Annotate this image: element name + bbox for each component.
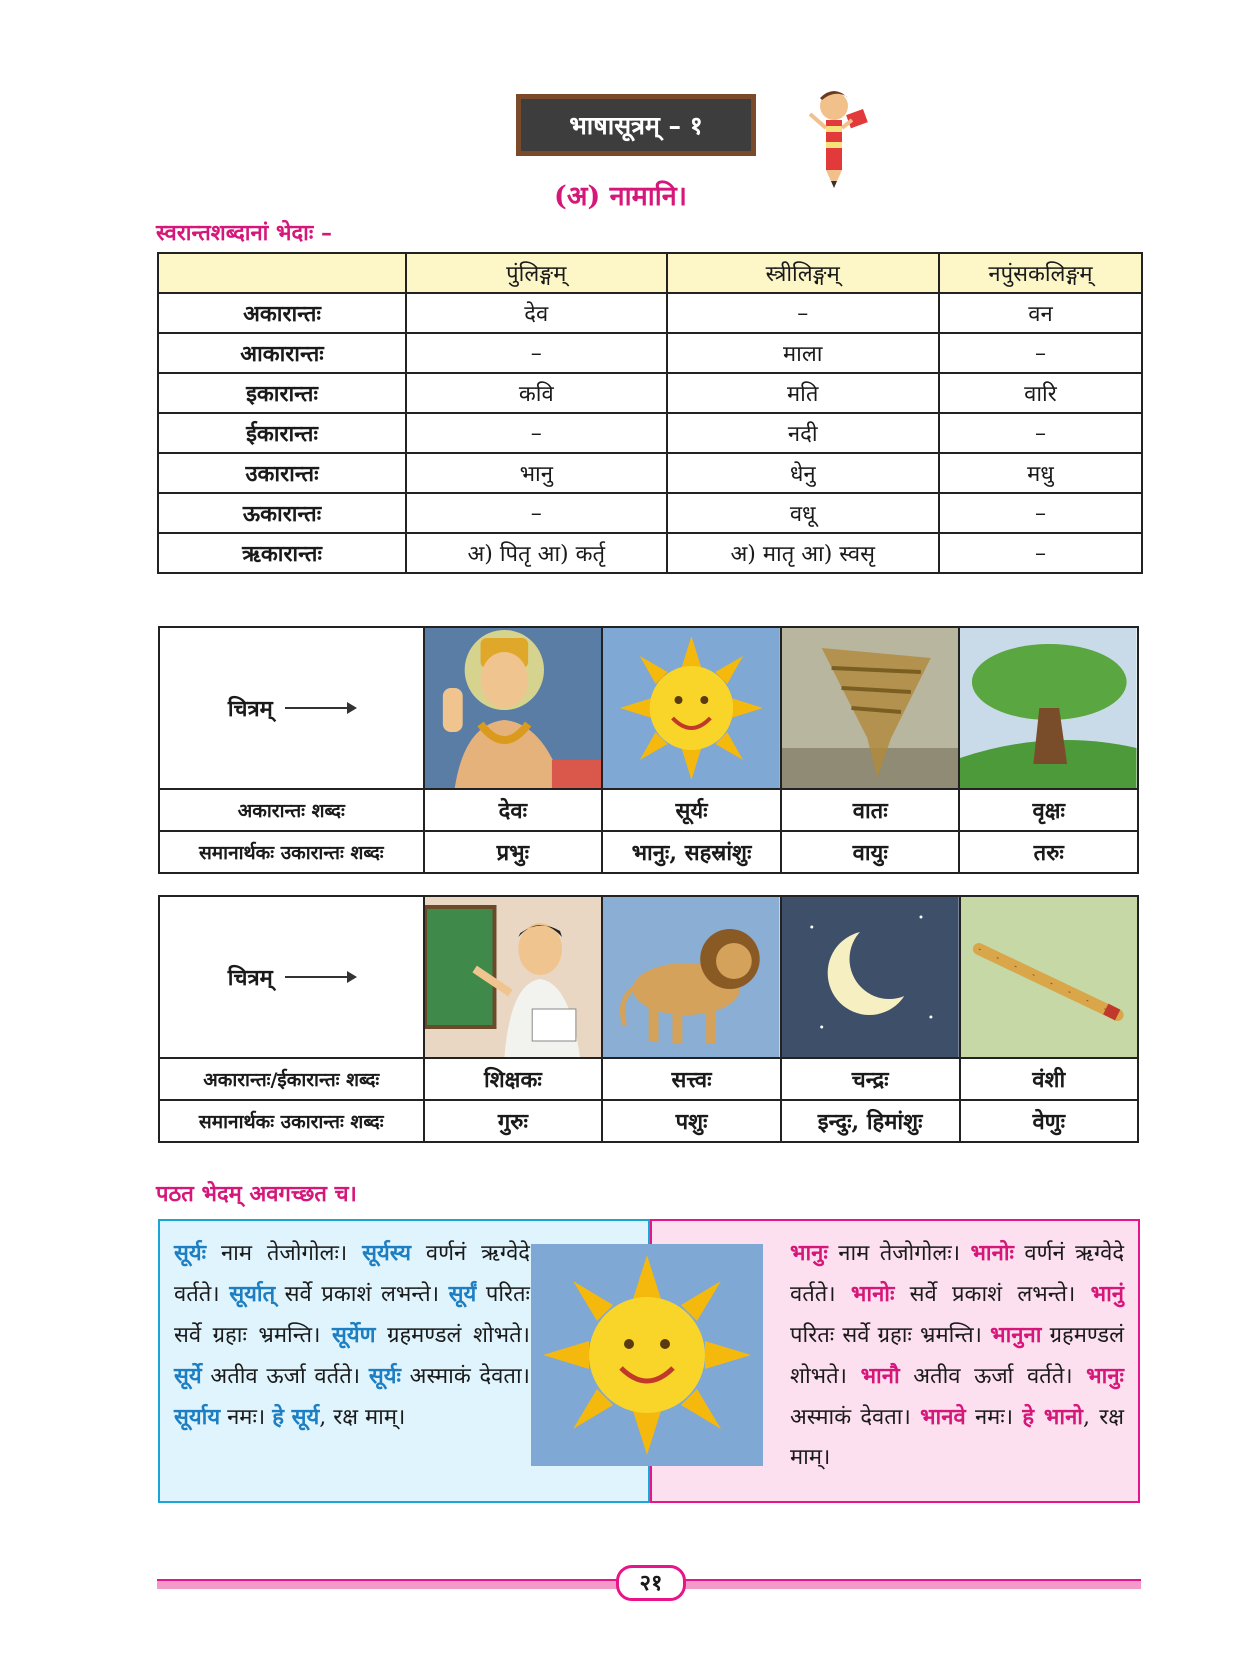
- table-cell: अ) पितृ आ) कर्तृ: [406, 533, 667, 573]
- row-label: ऋकारान्तः: [158, 533, 406, 573]
- picture-label: चित्रम्: [227, 965, 273, 991]
- passage-text: वर्णनं ऋग्वेदे वर्तते।: [174, 1241, 530, 1307]
- header-masculine: पुंलिङ्गम्: [406, 253, 667, 293]
- row-label: इकारान्तः: [158, 373, 406, 413]
- table-cell: –: [939, 493, 1142, 533]
- table-cell: चन्द्रः: [781, 1058, 960, 1100]
- header-neuter: नपुंसकलिङ्गम्: [939, 253, 1142, 293]
- table-cell: अ) मातृ आ) स्वसृ: [667, 533, 939, 573]
- highlighted-word: सूर्याय: [174, 1404, 221, 1430]
- highlighted-word: सूर्यः: [368, 1363, 401, 1389]
- passage-text: अस्माकं देवता।: [400, 1364, 530, 1389]
- picture-label: चित्रम्: [227, 696, 273, 722]
- table-row: [158, 293, 1142, 333]
- passage-text: अतीव ऊर्जा वर्तते।: [201, 1364, 369, 1389]
- page-title: भाषासूत्रम् – १: [521, 99, 751, 151]
- table-row: [159, 789, 1138, 831]
- arrow-right-icon: [285, 707, 355, 709]
- row-label: ऊकारान्तः: [158, 493, 406, 533]
- tree-image: [959, 627, 1138, 789]
- table-cell: वंशी: [960, 1058, 1139, 1100]
- row-label: अकारान्तः: [158, 293, 406, 333]
- table-row: [159, 831, 1138, 873]
- table-cell: –: [406, 333, 667, 373]
- passage-text: ग्रहमण्डलं शोभते।: [375, 1323, 530, 1348]
- highlighted-word: भानवे: [920, 1404, 966, 1430]
- teacher-image: [424, 896, 603, 1058]
- passage-text: परितः सर्वे ग्रहाः भ्रमन्ति।: [790, 1323, 991, 1348]
- row-label: अकारान्तः शब्दः: [159, 789, 424, 831]
- deity-image: [424, 627, 603, 789]
- moon-icon: [782, 897, 959, 1057]
- table-cell: देवः: [424, 789, 603, 831]
- table-cell: वधू: [667, 493, 939, 533]
- passage-text: वर्णनं ऋग्वेदे वर्तते।: [790, 1241, 1124, 1307]
- arrow-right-icon: [285, 976, 355, 978]
- highlighted-word: सूर्यं: [448, 1281, 477, 1307]
- table-cell: देव: [406, 293, 667, 333]
- table-row: [158, 373, 1142, 413]
- table-cell: प्रभुः: [424, 831, 603, 873]
- highlighted-word: हे भानो: [1022, 1404, 1083, 1430]
- table-cell: मति: [667, 373, 939, 413]
- table-cell: वन: [939, 293, 1142, 333]
- tornado-icon: [782, 628, 959, 788]
- table-cell: वायुः: [781, 831, 960, 873]
- table-cell: पशुः: [602, 1100, 781, 1142]
- row-label: उकारान्तः: [158, 453, 406, 493]
- highlighted-word: सूर्यः: [174, 1240, 207, 1266]
- highlighted-word: सूर्यात्: [229, 1281, 276, 1307]
- subtitle: (अ) नामानि।: [554, 181, 687, 212]
- passage-text: परितः सर्वे ग्रहाः भ्रमन्ति।: [174, 1282, 530, 1348]
- table-row: [158, 493, 1142, 533]
- passage-text: ग्रहमण्डलं शोभते।: [790, 1323, 1124, 1389]
- sun-icon: [531, 1244, 763, 1466]
- passage-text: सर्वे प्रकाशं लभन्ते।: [894, 1282, 1091, 1307]
- passage-text: , रक्ष माम्।: [790, 1405, 1125, 1470]
- picture-label-cell: [159, 896, 424, 1058]
- highlighted-word: भानुः: [790, 1240, 828, 1266]
- passage-text: , रक्ष माम्।: [319, 1405, 406, 1430]
- flute-icon: [961, 897, 1138, 1057]
- title-board: [516, 94, 756, 156]
- picture-table-1: [158, 626, 1139, 874]
- table-cell: वातः: [781, 789, 960, 831]
- table-cell: इन्दुः, हिमांशुः: [781, 1100, 960, 1142]
- table-row: [158, 453, 1142, 493]
- lion-image: [602, 896, 781, 1058]
- table-cell: सत्त्वः: [602, 1058, 781, 1100]
- table-cell: माला: [667, 333, 939, 373]
- deity-icon: [425, 628, 602, 788]
- table-cell: –: [667, 293, 939, 333]
- row-label: ईकारान्तः: [158, 413, 406, 453]
- passage-text: नमः।: [965, 1405, 1023, 1430]
- row-label: अकारान्तः/ईकारान्तः शब्दः: [159, 1058, 424, 1100]
- table-cell: नदी: [667, 413, 939, 453]
- highlighted-word: भानोः: [850, 1281, 895, 1307]
- moon-image: [781, 896, 960, 1058]
- table-cell: –: [939, 533, 1142, 573]
- table-corner-cell: [158, 253, 406, 293]
- page-number: २१: [616, 1565, 686, 1601]
- passage-text: अतीव ऊर्जा वर्तते।: [899, 1364, 1087, 1389]
- table-cell: कवि: [406, 373, 667, 413]
- highlighted-word: भानौ: [860, 1363, 900, 1389]
- table-cell: –: [939, 413, 1142, 453]
- table-cell: गुरुः: [424, 1100, 603, 1142]
- picture-table-2: [158, 895, 1139, 1143]
- table-cell: वारि: [939, 373, 1142, 413]
- passage-text: नाम तेजोगोलः।: [827, 1241, 971, 1266]
- sun-image: [602, 627, 781, 789]
- highlighted-word: सूर्येण: [331, 1322, 376, 1348]
- table-row: [159, 1100, 1138, 1142]
- gender-table: [157, 252, 1143, 574]
- tree-icon: [960, 628, 1137, 788]
- table-cell: वेणुः: [960, 1100, 1139, 1142]
- picture-row: [159, 627, 1138, 789]
- table-cell: भानुः, सहस्रांशुः: [602, 831, 781, 873]
- teacher-icon: [425, 897, 602, 1057]
- row-label: आकारान्तः: [158, 333, 406, 373]
- table-cell: –: [939, 333, 1142, 373]
- row-label: समानार्थकः उकारान्तः शब्दः: [159, 1100, 424, 1142]
- table-cell: शिक्षकः: [424, 1058, 603, 1100]
- flute-image: [960, 896, 1139, 1058]
- passage-text: सर्वे प्रकाशं लभन्ते।: [275, 1282, 449, 1307]
- highlighted-word: भानुः: [1086, 1363, 1124, 1389]
- table-cell: भानु: [406, 453, 667, 493]
- passage-surya-text: [174, 1233, 530, 1438]
- highlighted-word: सूर्यस्य: [362, 1240, 412, 1266]
- table-row: [159, 1058, 1138, 1100]
- wind-image: [781, 627, 960, 789]
- highlighted-word: भानुं: [1090, 1281, 1124, 1307]
- passage-text: अस्माकं देवता।: [790, 1405, 921, 1430]
- table-row: [158, 533, 1142, 573]
- passage-bhanu-text: [790, 1233, 1124, 1478]
- row-label: समानार्थकः उकारान्तः शब्दः: [159, 831, 424, 873]
- table-header-row: [158, 253, 1142, 293]
- table-cell: –: [406, 493, 667, 533]
- lion-icon: [603, 897, 780, 1057]
- table-cell: वृक्षः: [959, 789, 1138, 831]
- passage-text: नमः।: [220, 1405, 273, 1430]
- passage-text: नाम तेजोगोलः।: [206, 1241, 363, 1266]
- highlighted-word: भानुना: [990, 1322, 1042, 1348]
- picture-label-cell: [159, 627, 424, 789]
- highlighted-word: सूर्ये: [174, 1363, 202, 1389]
- picture-row: [159, 896, 1138, 1058]
- sun-icon: [603, 628, 780, 788]
- table-row: [158, 333, 1142, 373]
- highlighted-word: हे सूर्य: [272, 1404, 320, 1430]
- table-cell: धेनु: [667, 453, 939, 493]
- table-cell: तरुः: [959, 831, 1138, 873]
- table-cell: सूर्यः: [602, 789, 781, 831]
- table-cell: मधु: [939, 453, 1142, 493]
- table-row: [158, 413, 1142, 453]
- section-heading-vowel-ending-words: स्वरान्तशब्दानां भेदाः –: [156, 220, 332, 246]
- table-cell: –: [406, 413, 667, 453]
- highlighted-word: भानोः: [970, 1240, 1014, 1266]
- header-feminine: स्त्रीलिङ्गम्: [667, 253, 939, 293]
- section-heading-read-and-understand: पठत भेदम् अवगच्छत च।: [156, 1181, 357, 1207]
